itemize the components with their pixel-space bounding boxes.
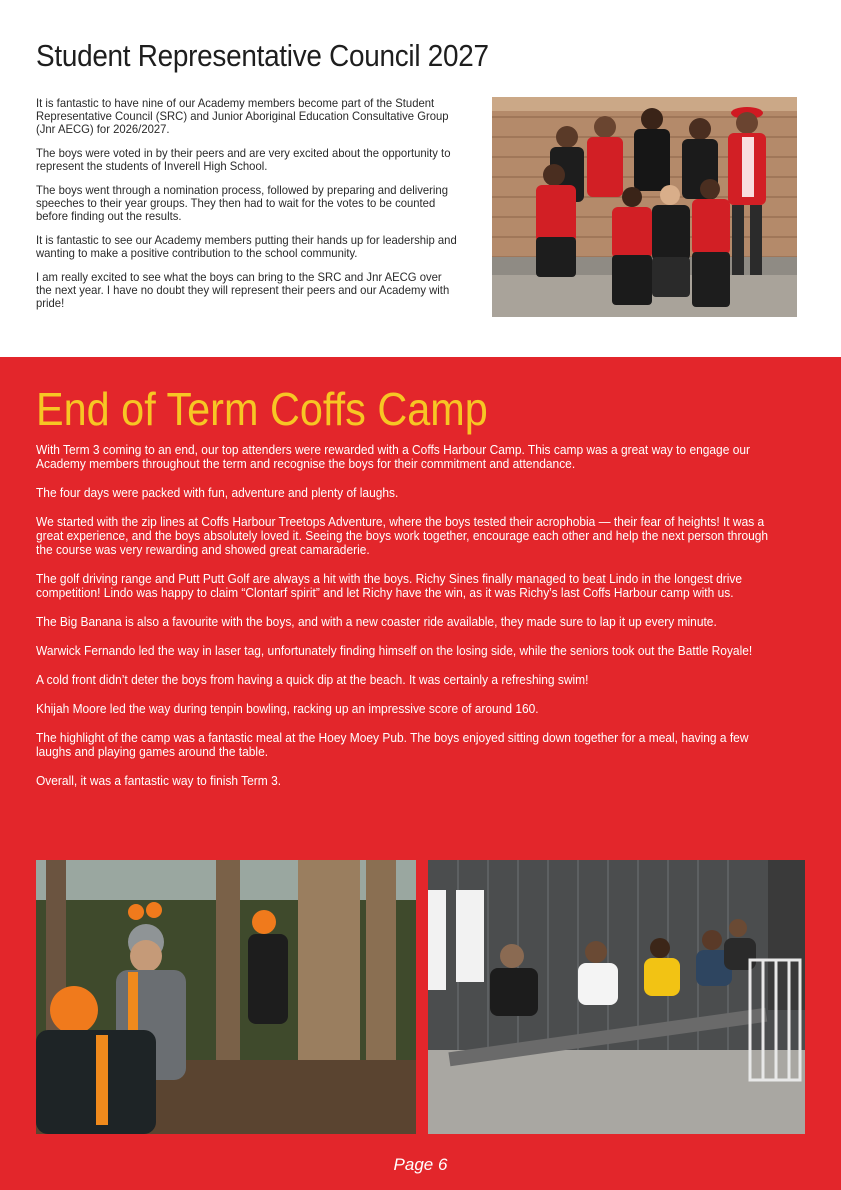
camp-paragraph: Warwick Fernando led the way in laser tag, unfortunately finding himself on the losing side, while the seniors took out the Battle Royale! bbox=[36, 643, 753, 658]
camp-section bbox=[0, 357, 841, 1190]
camp-paragraph: The highlight of the camp was a fantastic meal at the Hoey Moey Pub. The boys enjoyed sitting down together for a meal, having a few laughs and playing games around the table. bbox=[36, 730, 749, 759]
src-paragraph: The boys were voted in by their peers and are very excited about the opportunity to represent the students of Inverell High School. bbox=[36, 146, 451, 173]
zipline-photo-image bbox=[36, 860, 416, 1134]
src-paragraph: I am really excited to see what the boys can bring to the SRC and Jnr AECG over the next year. I have no doubt they will represent their peers and our Academy with pride! bbox=[36, 270, 450, 310]
page-number: Page 6 bbox=[393, 1155, 448, 1174]
coaster-photo-image bbox=[428, 860, 805, 1134]
src-heading: Student Representative Council 2027 bbox=[36, 38, 489, 73]
coaster-photo bbox=[428, 860, 805, 1134]
camp-paragraph: With Term 3 coming to an end, our top attenders were rewarded with a Coffs Harbour Camp. This camp was a great way to engage our Academy members throughout the term and recognise the boys for their commitment and attendance. bbox=[36, 442, 750, 471]
src-paragraph: It is fantastic to have nine of our Academy members become part of the Student Representative Council (SRC) and Junior Aboriginal Education Consultative Group (Jnr AECG) for 2026/2027. bbox=[36, 96, 449, 136]
src-section bbox=[0, 0, 841, 357]
camp-paragraph: The Big Banana is also a favourite with the boys, and with a new coaster ride available, they made sure to lap it up every minute. bbox=[36, 614, 717, 629]
src-group-photo bbox=[492, 97, 797, 317]
camp-heading: End of Term Coffs Camp bbox=[36, 383, 488, 435]
src-article bbox=[36, 97, 457, 321]
camp-paragraph: The golf driving range and Putt Putt Golf are always a hit with the boys. Richy Sines finally managed to beat Lindo in the longest drive competition! Lindo was happy to claim “Clontarf spirit” and let Richy have the win, as it was Richy’s last Coffs Harbour camp with us. bbox=[36, 571, 743, 600]
src-paragraph: It is fantastic to see our Academy members putting their hands up for leadership and wanting to make a positive contribution to the school community. bbox=[36, 233, 457, 260]
camp-paragraph: Overall, it was a fantastic way to finish Term 3. bbox=[36, 773, 282, 788]
src-paragraph: The boys went through a nomination process, followed by preparing and delivering speeches to their year groups. They then had to wait for the votes to be counted before finding out the results. bbox=[36, 183, 448, 223]
group-photo-image bbox=[492, 97, 797, 317]
camp-paragraph: A cold front didn’t deter the boys from having a quick dip at the beach. It was certainly a refreshing swim! bbox=[36, 672, 589, 687]
camp-paragraph: The four days were packed with fun, adventure and plenty of laughs. bbox=[36, 485, 399, 500]
zipline-photo bbox=[36, 860, 416, 1134]
camp-paragraph: We started with the zip lines at Coffs Harbour Treetops Adventure, where the boys tested their acrophobia — their fear of heights! It was a great experience, and the boys absolutely loved it. Seeing the boys work together, encourage each other and help the next person through the course was very rewarding and showed great camaraderie. bbox=[36, 514, 769, 557]
camp-paragraph: Khijah Moore led the way during tenpin bowling, racking up an impressive score of around 160. bbox=[36, 701, 539, 716]
camp-article bbox=[36, 443, 779, 803]
